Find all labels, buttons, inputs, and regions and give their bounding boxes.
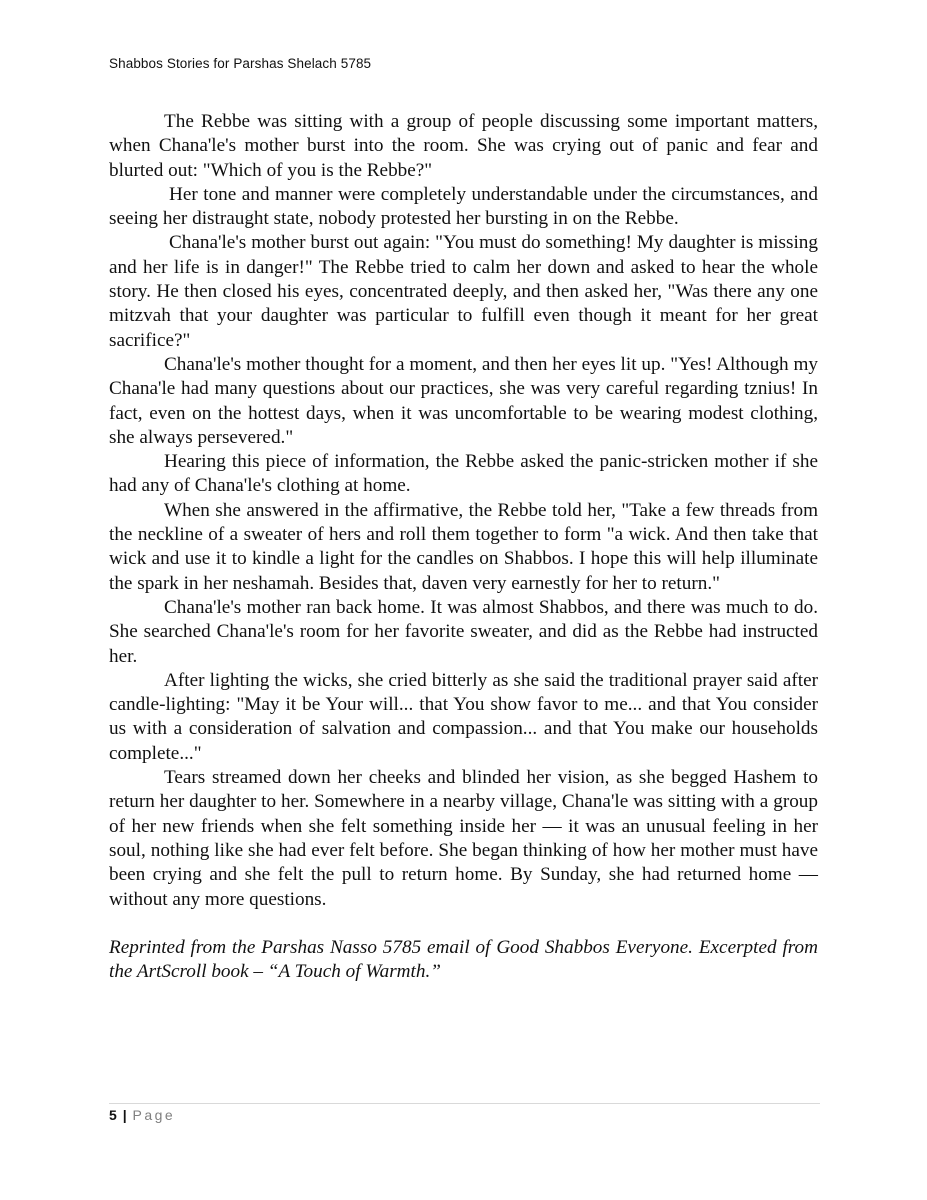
paragraph: After lighting the wicks, she cried bitterly as she said the traditional prayer said after candle-lighting: "May it be Your will... that You show favor to me... and that You consider us with a consideration of salvation and compassion... and that You make our households complete..." xyxy=(109,669,818,764)
paragraph: Tears streamed down her cheeks and blinded her vision, as she begged Hashem to return her daughter to her. Somewhere in a nearby village, Chana'le was sitting with a group of her new friends when she felt something inside her — it was an unusual feeling in her soul, nothing like she had ever felt before. She began thinking of how her mother must have been crying and she felt the pull to return home. By Sunday, she had returned home — without any more questions. xyxy=(109,767,818,910)
page-footer xyxy=(109,1107,175,1123)
footer-separator: | xyxy=(122,1107,127,1123)
paragraph: Her tone and manner were completely understandable under the circumstances, and seeing her distraught state, nobody protested her bursting in on the Rebbe. xyxy=(109,183,818,230)
article-body xyxy=(109,110,818,984)
reprint-credit: Reprinted from the Parshas Nasso 5785 email of Good Shabbos Everyone. Excerpted from the ArtScroll book – “A Touch of Warmth.” xyxy=(109,936,818,983)
paragraph: Chana'le's mother ran back home. It was almost Shabbos, and there was much to do. She searched Chana'le's room for her favorite sweater, and did as the Rebbe had instructed her. xyxy=(109,596,818,667)
page-label: Page xyxy=(132,1107,176,1123)
paragraph: When she answered in the affirmative, the Rebbe told her, "Take a few threads from the neckline of a sweater of hers and roll them together to form "a wick. And then take that wick and use it to kindle a light for the candles on Shabbos. I hope this will help illuminate the spark in her neshamah. Besides that, daven very earnestly for her to return." xyxy=(109,499,818,594)
page-number: 5 xyxy=(109,1107,117,1123)
footer-divider xyxy=(109,1103,820,1104)
paragraph: The Rebbe was sitting with a group of people discussing some important matters, when Chana'le's mother burst into the room. She was crying out of panic and fear and blurted out: "Which of you is the Rebbe?" xyxy=(109,111,818,181)
paragraph: Chana'le's mother thought for a moment, and then her eyes lit up. "Yes! Although my Chana'le had many questions about our practices, she was very careful regarding tznius! In fact, even on the hottest days, when it was uncomfortable to be wearing modest clothing, she always persevered." xyxy=(109,353,818,448)
paragraph: Hearing this piece of information, the Rebbe asked the panic-stricken mother if she had any of Chana'le's clothing at home. xyxy=(109,451,818,497)
paragraph: Chana'le's mother burst out again: "You must do something! My daughter is missing and her life is in danger!" The Rebbe tried to calm her down and asked to hear the whole story. He then closed his eyes, concentrated deeply, and then asked her, "Was there any one mitzvah that your daughter was particular to fulfill even though it meant for her great sacrifice?" xyxy=(109,232,818,351)
running-header: Shabbos Stories for Parshas Shelach 5785 xyxy=(109,56,372,71)
